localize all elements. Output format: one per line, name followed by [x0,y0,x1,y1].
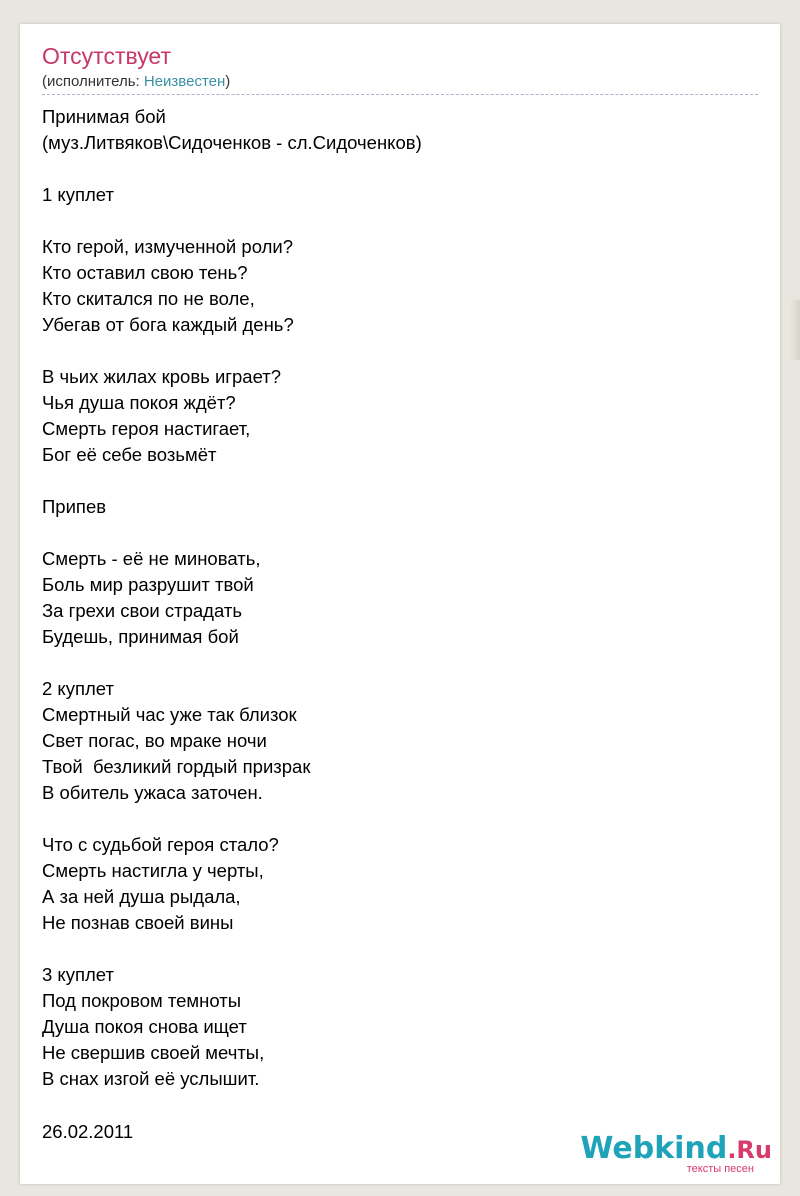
artist-suffix: ) [225,73,231,90]
lyrics-card [20,24,780,1184]
artist-prefix: (исполнитель: [42,73,144,90]
logo-main-text: Webkind [580,1131,728,1166]
song-title: Отсутствует [42,43,171,69]
publish-date: 26.02.2011 [42,1121,134,1142]
artist-link[interactable]: Неизвестен [143,73,226,90]
scroll-grip [790,300,800,360]
lyrics-text: Принимая бой (муз.Литвяков\Сидоченков - сл.Сидоченков) 1 куплет Кто герой, измученной роли? Кто оставил свою тень? Кто скитался по не воле, Убегав от бога каждый день? В чьих жилах кровь играет? Чья душа покоя ждёт? Смерть героя настигает, Бог её себе возьмёт Припев Смерть - её не миновать, Боль мир разрушит твой За грехи свои страдать Будешь, принимая бой 2 куплет Смертный час уже так близок Свет погас, во мраке ночи Твой безликий гордый призрак В обитель ужаса заточен. Что с судьбой героя стало? Смерть настигла у черты, А за ней душа рыдала, Не познав своей вины 3 куплет Под покровом темноты Душа покоя снова ищет Не свершив своей мечты, В снах изгой её услышит. [42,106,422,1089]
header-divider [42,94,758,95]
webkind-logo[interactable] [582,1131,772,1181]
logo-tld-text: .Ru [727,1136,772,1164]
logo-tagline: тексты песен [686,1163,754,1175]
artist-line [42,72,230,92]
